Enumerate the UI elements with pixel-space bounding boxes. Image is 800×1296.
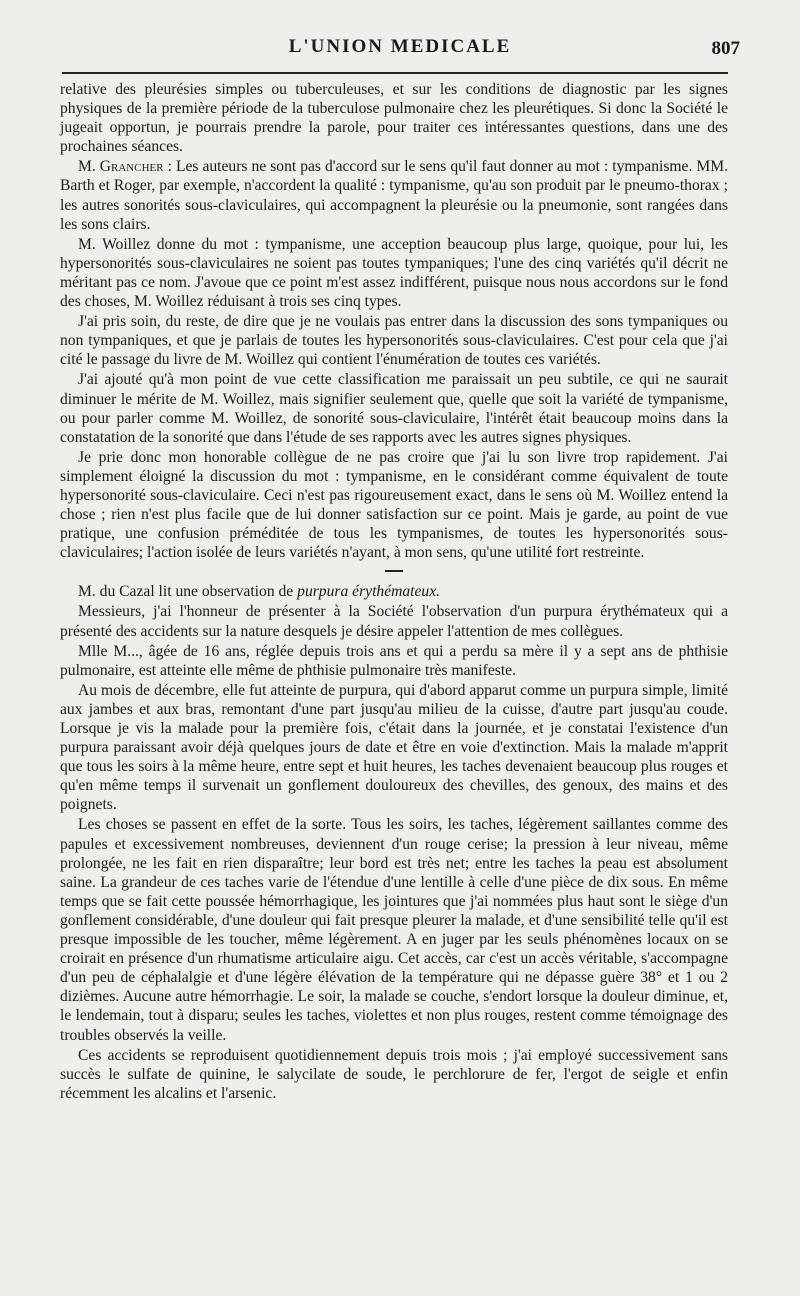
observation-title [60, 582, 728, 601]
paragraph-6: Je prie donc mon honorable collègue de ne pas croire que j'ai lu son livre trop rapidement. J'ai simplement éloigné la discussion du mot : tympanisme, en le considérant comme équivalent de toute hypersonorité sous-claviculaire. Ceci n'est pas rigoureusement exact, dans le sens où M. Woillez entend la chose ; rien n'est plus facile que de lui donner satisfaction sur ce point. Mais je garde, au point de vue pratique, une confusion préméditée de tous les tympanismes, de toutes les hypersonorités sous-claviculaires; l'action isolée de leurs variétés n'ayant, à mon sens, qu'une utilité fort restreinte. [60, 448, 728, 562]
paragraph-3: M. Woillez donne du mot : tympanisme, une acception beaucoup plus large, quoique, pour lui, les hypersonorités sous-claviculaires ne soient pas toutes tympaniques; l'une des cinq variétés qu'il décrit ne méritant pas ce nom. J'avoue que ce point m'est assez indifférent, puisque nous nous accordons sur le fond des choses, M. Woillez réduisant à trois ses cinq types. [60, 235, 728, 311]
paragraph-2-text: Les auteurs ne sont pas d'accord sur le sens qu'il faut donner au mot : tympanisme. MM. Barth et Roger, par exemple, n'accordent la qualité : tympanisme, qu'au son produit par le pneumo-thorax ; les autres sonorités sous-claviculaires, qui accompagnent la pleurésie ou la pneumonie, sont rangées dans les sons clairs. [60, 158, 729, 233]
paragraph-4: J'ai pris soin, du reste, de dire que je ne voulais pas entrer dans la discussion des sons tympaniques ou non tympaniques, et que je parlais de toutes les hypersonorités sous-claviculaires. C'est pour cela que j'ai cité le passage du livre de M. Woillez qui contient l'énumération de toutes ces variétés. [60, 313, 728, 369]
paragraph-8: Mlle M..., âgée de 16 ans, réglée depuis trois ans et qui a perdu sa mère il y a sept ans de phthisie pulmonaire, est atteinte elle même de phthisie pulmonaire très manifeste. [60, 642, 728, 679]
running-title: L'UNION MEDICALE [288, 36, 512, 57]
header-rule [62, 72, 728, 74]
paragraph-9: Au mois de décembre, elle fut atteinte de purpura, qui d'abord apparut comme un purpura simple, limité aux jambes et aux bras, remontant d'une part jusqu'au milieu de la cuisse, d'autre part jusqu'au coude. Lorsque je vis la malade pour la première fois, c'était dans la journée, et je constatai l'existence d'un purpura paraissant avoir déjà quelques jours de date et être en voie d'extinction. Mais la malade m'apprit que tous les soirs à la même heure, entre sept et huit heures, les taches devenaient beaucoup plus rouges et qu'en même temps il survenait un gonflement douloureux des chevilles, des genoux, des mains et des poignets. [60, 681, 728, 814]
observation-title-lead: M. du Cazal lit une observation de [78, 583, 294, 601]
paragraph-2 [60, 157, 728, 233]
paragraph-10: Les choses se passent en effet de la sorte. Tous les soirs, les taches, légèrement saillantes comme des papules et excessivement nombreuses, deviennent d'un rouge cerise; la pression à leur niveau, même prolongée, ne les fait en rien disparaître; leur bord est très net; entre les taches la peau est absolument saine. La grandeur de ces taches varie de l'étendue d'une lentille à celle d'une pièce de dix sous. En même temps que se fait cette poussée hémorrhagique, les jointures que j'ai nommées plus haut sont le siège d'un gonflement considérable, d'une douleur qui fait presque pleurer la malade, et d'une sensibilité telle qu'il est presque impossible de les toucher, même légèrement. A en juger par les seuls phénomènes locaux on se croirait en présence d'un rhumatisme articulaire aigu. Cet accès, car c'est un accès véritable, s'accompagne d'un peu de céphalalgie et d'une légère élévation de la température qui ne dépasse guère 38° et 1 ou 2 dizièmes. Aucune autre hémorrhagie. Le soir, la malade se couche, s'endort lorsque la douleur diminue, et, le lendemain, tout à disparu; seules les taches, violettes et non plus rouges, restent comme témoignage des troubles observés la veille. [60, 816, 728, 1044]
speaker-name: M. Grancher : [78, 158, 172, 176]
paragraph-7: Messieurs, j'ai l'honneur de présenter à la Société l'observation d'un purpura érythémateux qui a présenté des accidents sur la nature desquels je désire appeler l'attention de mes collègues. [60, 603, 728, 640]
paragraph-1: relative des pleurésies simples ou tuberculeuses, et sur les conditions de diagnostic par les signes physiques de la première période de la tuberculose pulmonaire chez les pleurétiques. Si donc la Société le jugeait opportun, je pourrais prendre la parole, pour traiter ces intéressantes questions, dans une des prochaines séances. [60, 81, 728, 156]
paragraph-11: Ces accidents se reproduisent quotidiennement depuis trois mois ; j'ai employé successivement sans succès le sulfate de quinine, le salycilate de soude, le perchlorure de fer, l'ergot de seigle et enfin récemment les alcalins et l'arsenic. [60, 1046, 728, 1102]
page-number: 807 [711, 38, 740, 59]
page-header [60, 36, 740, 66]
section-separator [385, 570, 403, 572]
paragraph-5: J'ai ajouté qu'à mon point de vue cette classification me paraissait un peu subtile, ce qui ne saurait diminuer le mérite de M. Woillez, mais signifier seulement que, quelle que soit la variété de tympanisme, ou pour parler comme M. Woillez, de sonorité sous-claviculaire, l'intérêt était beaucoup moins dans la constatation de la sonorité que dans l'étude de ses rapports avec les autres signes physiques. [60, 371, 728, 446]
body-text [60, 80, 728, 1104]
observation-title-subject: purpura érythémateux. [297, 583, 441, 601]
